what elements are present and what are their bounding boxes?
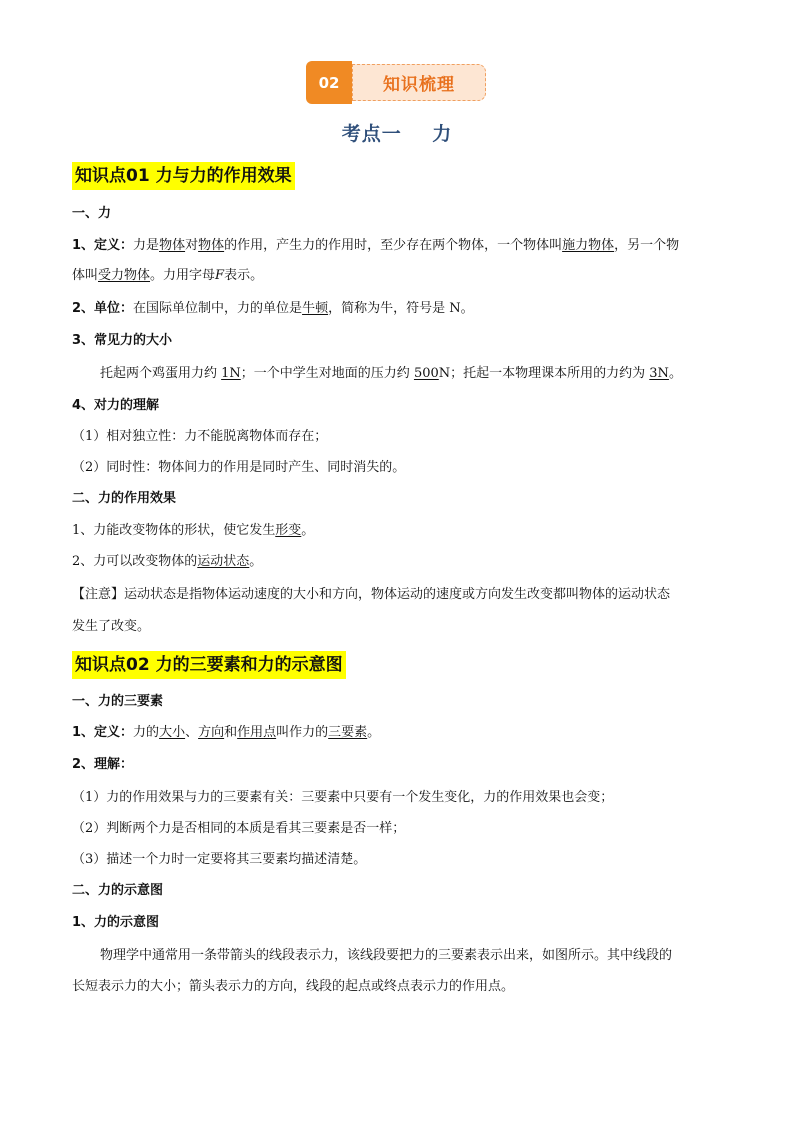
kp1-effect-2	[72, 552, 732, 572]
underlined-term: 运动状态	[197, 554, 250, 569]
text: 。力用字母	[150, 268, 216, 283]
text: 。	[249, 554, 263, 569]
kp2-heading: 知识点02 力的三要素和力的示意图	[72, 651, 346, 679]
kp2-diagram-line2: 长短表示力的大小；箭头表示力的方向，线段的起点或终点表示力的作用点。	[72, 979, 515, 994]
section-number: 02	[306, 61, 352, 104]
kp2-sec2-title: 二、力的示意图	[72, 883, 164, 898]
text: 。	[668, 366, 682, 381]
kp1-understand-1: （1）相对独立性：力不能脱离物体而存在；	[72, 429, 328, 444]
def-label: 1、定义：	[72, 238, 134, 253]
kp1-effect-1	[72, 521, 732, 541]
kp1-common-title: 3、常见力的大小	[72, 333, 173, 348]
kp1-note-line2: 发生了改变。	[72, 619, 151, 634]
text: 体叫	[72, 268, 99, 283]
kp1-definition-line1	[72, 236, 732, 256]
underlined-term: 形变	[275, 523, 302, 538]
underlined-term: 施力物体	[562, 238, 615, 253]
text: 在国际单位制中，力的单位是	[133, 301, 303, 316]
kp1-common-text	[100, 364, 760, 384]
text: 对	[185, 238, 199, 253]
underlined-term: 3N	[649, 366, 669, 381]
topic-title: 考点一 力	[341, 123, 453, 145]
kp1-understand-2: （2）同时性：物体间力的作用是同时产生、同时消失的。	[72, 460, 406, 475]
kp1-sec2-title: 二、力的作用效果	[72, 491, 177, 506]
text: ；一个中学生对地面的压力约	[240, 366, 414, 381]
def-label: 1、定义：	[72, 725, 134, 740]
text: 力的	[133, 725, 160, 740]
underlined-term: 物体	[159, 238, 186, 253]
kp2-understand-2: （2）判断两个力是否相同的本质是看其三要素是否一样；	[72, 821, 406, 836]
symbol: F	[215, 268, 225, 283]
kp1-heading: 知识点01 力与力的作用效果	[72, 162, 295, 190]
text: ，简称为牛，符号是 N。	[328, 301, 474, 316]
text: 叫作力的	[276, 725, 329, 740]
section-label: 知识梳理	[352, 64, 486, 101]
text: 托起两个鸡蛋用力约	[100, 366, 222, 381]
kp1-unit	[72, 299, 732, 319]
text: 、	[185, 725, 199, 740]
kp1-understand-title: 4、对力的理解	[72, 398, 160, 413]
text: 2、力可以改变物体的	[72, 554, 198, 569]
kp2-understand-1: （1）力的作用效果与力的三要素有关：三要素中只要有一个发生变化，力的作用效果也会变；	[72, 790, 614, 805]
kp2-understand-3: （3）描述一个力时一定要将其三要素均描述清楚。	[72, 852, 367, 867]
kp2-diagram-title: 1、力的示意图	[72, 915, 160, 930]
underlined-term: 牛顿	[302, 301, 329, 316]
kp1-definition-line2	[72, 266, 732, 286]
text: 。	[367, 725, 381, 740]
underlined-term: 方向	[198, 725, 225, 740]
underlined-term: 1N	[221, 366, 241, 381]
unit-label: 2、单位：	[72, 301, 134, 316]
text: 力是	[133, 238, 160, 253]
kp1-note-line1: 【注意】运动状态是指物体运动速度的大小和方向，物体运动的速度或方向发生改变都叫物体的运动状态	[72, 587, 671, 602]
kp2-diagram-line1: 物理学中通常用一条带箭头的线段表示力，该线段要把力的三要素表示出来，如图所示。其中线段的	[100, 948, 673, 963]
text: ，另一个物	[614, 238, 680, 253]
underlined-term: 作用点	[237, 725, 277, 740]
underlined-term: 大小	[159, 725, 186, 740]
kp2-sec1-title: 一、力的三要素	[72, 694, 164, 709]
section-badge	[306, 61, 486, 104]
kp2-definition	[72, 723, 732, 743]
underlined-term: 受力物体	[98, 268, 151, 283]
text: 1、力能改变物体的形状，使它发生	[72, 523, 276, 538]
text: 。	[301, 523, 315, 538]
kp1-sec1-title: 一、力	[72, 206, 112, 221]
underlined-term: 物体	[198, 238, 225, 253]
text: 的作用，产生力的作用时，至少存在两个物体，一个物体叫	[224, 238, 563, 253]
text: 表示。	[224, 268, 264, 283]
underlined-term: 三要素	[328, 725, 368, 740]
underlined-term: 500	[413, 366, 439, 381]
kp2-understand-title: 2、理解：	[72, 757, 134, 772]
text: 和	[224, 725, 238, 740]
text: N；托起一本物理课本所用的力约为	[438, 366, 650, 381]
